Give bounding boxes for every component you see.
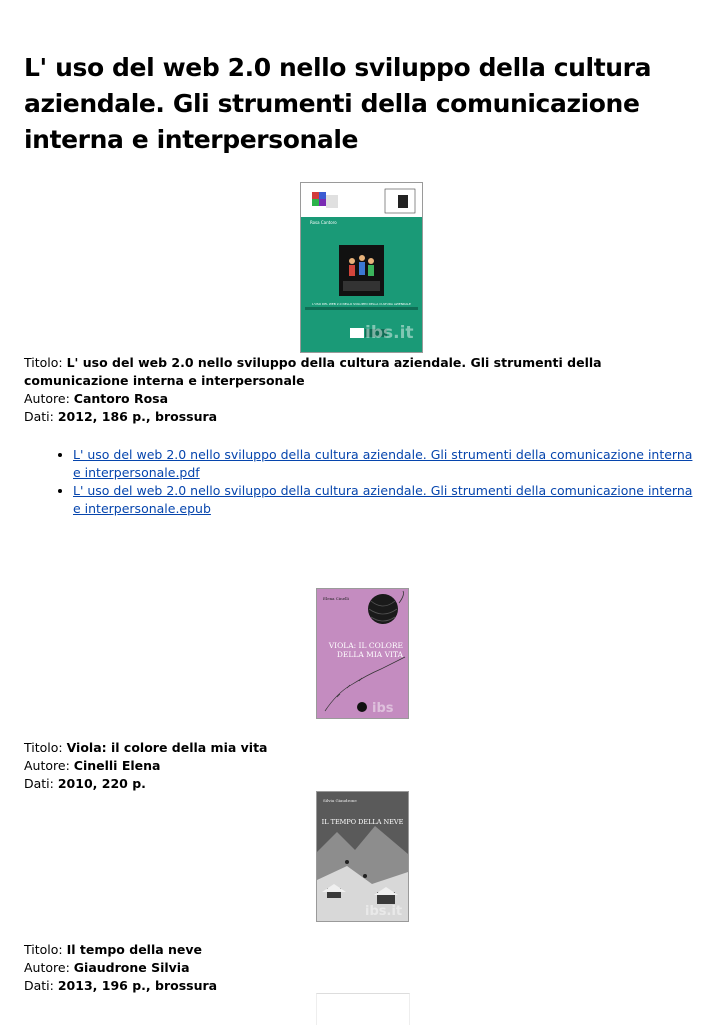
- book-cover-1-watermark: ibs.it: [365, 323, 414, 343]
- book-cover-3-watermark: ibs.it: [365, 904, 403, 919]
- titolo-label: Titolo:: [24, 740, 63, 755]
- book-author-2: Cinelli Elena: [73, 758, 161, 773]
- book-title-1: L' uso del web 2.0 nello sviluppo della cultura aziendale. Gli strumenti della comunicazione interna e interpersonale: [24, 355, 602, 388]
- book-data-3: 2013, 196 p., brossura: [57, 978, 218, 993]
- book-data-1: 2012, 186 p., brossura: [57, 409, 218, 424]
- list-item: [73, 446, 693, 482]
- book-info-3: [24, 941, 704, 995]
- book-author-1: Cantoro Rosa: [73, 391, 169, 406]
- download-link-epub[interactable]: L' uso del web 2.0 nello sviluppo della cultura aziendale. Gli strumenti della comunicazione interna e interpersonale.epub: [73, 483, 693, 516]
- book-cover-3-title: IL TEMPO DELLA NEVE: [321, 818, 404, 826]
- dati-label: Dati:: [24, 409, 54, 424]
- titolo-label: Titolo:: [24, 942, 63, 957]
- book-info-1: [24, 354, 704, 426]
- autore-label: Autore:: [24, 758, 70, 773]
- book-author-3: Giaudrone Silvia: [73, 960, 190, 975]
- download-links: [60, 446, 693, 518]
- dati-label: Dati:: [24, 978, 54, 993]
- book-cover-2-title-2: DELLA MIA VITA: [336, 650, 403, 659]
- book-info-2: [24, 739, 704, 793]
- book-cover-3[interactable]: [316, 791, 409, 922]
- book-data-2: 2010, 220 p.: [57, 776, 146, 791]
- book-cover-3-art: [317, 792, 408, 921]
- list-item: [73, 482, 693, 518]
- book-author-row-2: [24, 757, 704, 775]
- book-cover-1[interactable]: [300, 182, 423, 353]
- dati-label: Dati:: [24, 776, 54, 791]
- book-title-2: Viola: il colore della mia vita: [66, 740, 268, 755]
- autore-label: Autore:: [24, 391, 70, 406]
- book-cover-2-watermark: ibs: [372, 701, 394, 716]
- book-cover-4-partial[interactable]: [316, 993, 410, 1025]
- book-cover-2[interactable]: [316, 588, 409, 719]
- book-author-row-3: [24, 959, 704, 977]
- download-link-pdf[interactable]: L' uso del web 2.0 nello sviluppo della cultura aziendale. Gli strumenti della comunicazione interna e interpersonale.pdf: [73, 447, 693, 480]
- book-title-3: Il tempo della neve: [66, 942, 203, 957]
- page-title: L' uso del web 2.0 nello sviluppo della cultura aziendale. Gli strumenti della comunicazione interna e interpersonale: [24, 53, 652, 154]
- book-cover-3-author: Silvia Giaudrone: [323, 798, 357, 803]
- book-title-row-2: [24, 739, 704, 757]
- book-title-row-1: [24, 354, 704, 390]
- book-cover-1-title: L'USO DEL WEB 2.0 NELLO SVILUPPO DELLA CULTURA AZIENDALE: [312, 302, 411, 306]
- book-data-row-1: [24, 408, 704, 426]
- book-cover-2-title-1: VIOLA: IL COLORE: [328, 641, 403, 650]
- book-cover-2-author: Elena Cinelli: [323, 596, 349, 601]
- book-title-row-3: [24, 941, 704, 959]
- titolo-label: Titolo:: [24, 355, 63, 370]
- autore-label: Autore:: [24, 960, 70, 975]
- book-cover-1-author: Rosa Cantoro: [310, 220, 337, 225]
- book-author-row-1: [24, 390, 704, 408]
